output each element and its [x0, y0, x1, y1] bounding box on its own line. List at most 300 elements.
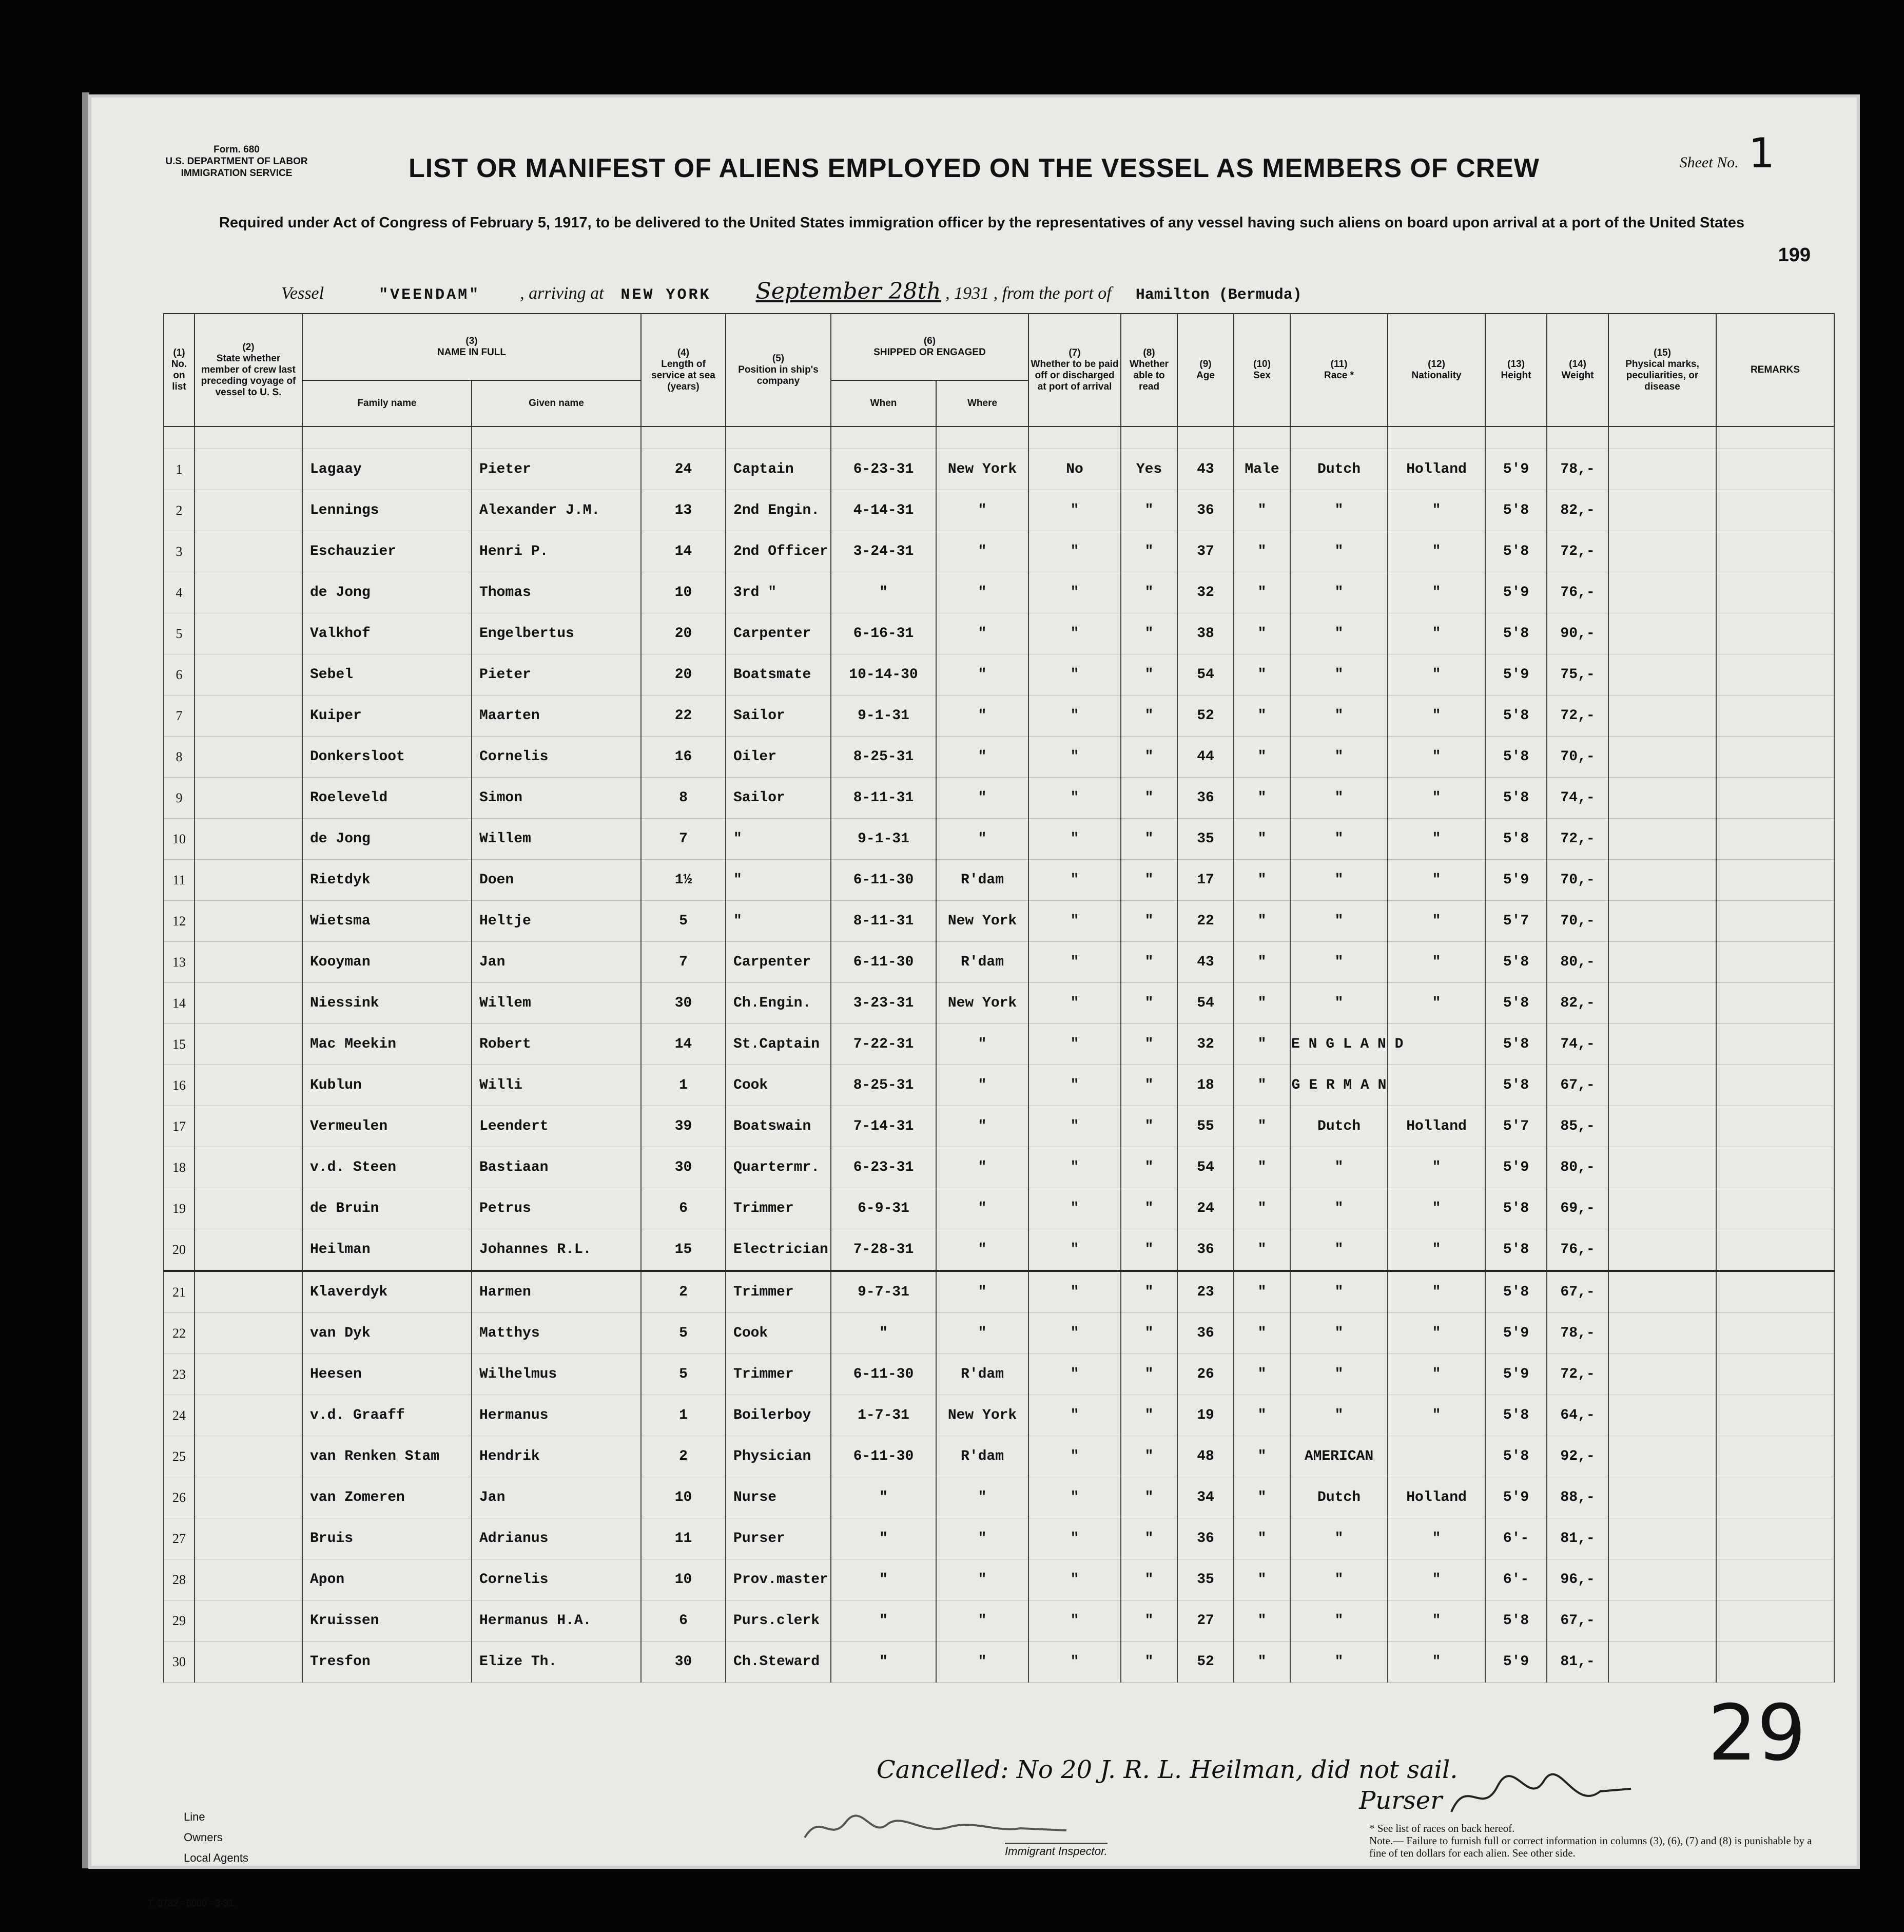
crew-no-cell: 6	[164, 654, 195, 695]
races-note: * See list of races on back hereof.	[1369, 1822, 1515, 1834]
physical-marks-cell	[1608, 1600, 1716, 1641]
position-cell: 2nd Officer	[726, 531, 831, 572]
physical-marks-cell	[1608, 1641, 1716, 1683]
able-to-read-cell: "	[1121, 942, 1177, 983]
age-cell: 36	[1177, 778, 1234, 819]
given-name-cell: Jan	[472, 942, 641, 983]
age-cell: 36	[1177, 1313, 1234, 1354]
owners-label: Owners	[184, 1831, 223, 1844]
position-cell: Electrician	[726, 1229, 831, 1271]
sex-cell: "	[1234, 1065, 1290, 1106]
given-name-cell: Hermanus H.A.	[472, 1600, 641, 1641]
able-to-read-cell: "	[1121, 1065, 1177, 1106]
shipped-when-cell: "	[831, 1641, 936, 1683]
remarks-cell	[1716, 1600, 1834, 1641]
remarks-cell	[1716, 1559, 1834, 1600]
weight-cell: 69,-	[1547, 1188, 1608, 1229]
age-cell: 32	[1177, 1024, 1234, 1065]
shipped-when-cell: 10-14-30	[831, 654, 936, 695]
shipped-when-cell: 6-9-31	[831, 1188, 936, 1229]
remarks-cell	[1716, 1106, 1834, 1147]
paid-off-cell: "	[1028, 1188, 1121, 1229]
age-cell: 34	[1177, 1477, 1234, 1518]
race-cell: "	[1290, 1354, 1388, 1395]
shipped-where-cell: "	[936, 1313, 1028, 1354]
paid-off-cell: "	[1028, 654, 1121, 695]
position-cell: "	[726, 860, 831, 901]
race-cell: "	[1290, 983, 1388, 1024]
remarks-cell	[1716, 490, 1834, 531]
table-row	[164, 983, 1834, 1024]
shipped-when-cell: 3-24-31	[831, 531, 936, 572]
position-cell: 2nd Engin.	[726, 490, 831, 531]
race-cell: "	[1290, 901, 1388, 942]
last-voyage-cell	[195, 1313, 302, 1354]
age-cell: 36	[1177, 1518, 1234, 1559]
sex-cell: Male	[1234, 449, 1290, 490]
crew-no-cell: 14	[164, 983, 195, 1024]
able-to-read-cell: "	[1121, 778, 1177, 819]
nationality-cell: "	[1388, 860, 1485, 901]
last-voyage-cell	[195, 942, 302, 983]
paid-off-cell: "	[1028, 983, 1121, 1024]
crew-no-cell: 16	[164, 1065, 195, 1106]
crew-no-cell: 3	[164, 531, 195, 572]
position-cell: Carpenter	[726, 942, 831, 983]
age-cell: 18	[1177, 1065, 1234, 1106]
table-row	[164, 901, 1834, 942]
family-name-cell: v.d. Steen	[302, 1147, 472, 1188]
sex-cell: "	[1234, 1395, 1290, 1436]
nationality-cell: Holland	[1388, 1477, 1485, 1518]
col-race-header: (11) Race *	[1290, 314, 1388, 427]
weight-cell: 76,-	[1547, 572, 1608, 613]
height-cell: 5'8	[1485, 531, 1547, 572]
able-to-read-cell: "	[1121, 737, 1177, 778]
given-name-cell: Harmen	[472, 1271, 641, 1313]
last-voyage-cell	[195, 737, 302, 778]
sex-cell: "	[1234, 1106, 1290, 1147]
print-code: T. 3732 - 5000 - 3-31.	[148, 1898, 237, 1908]
last-voyage-cell	[195, 1229, 302, 1271]
given-name-cell: Doen	[472, 860, 641, 901]
table-row	[164, 1518, 1834, 1559]
position-cell: St.Captain	[726, 1024, 831, 1065]
nationality-cell: "	[1388, 1641, 1485, 1683]
age-cell: 23	[1177, 1271, 1234, 1313]
able-to-read-cell: "	[1121, 613, 1177, 654]
service-years-cell: 30	[641, 1147, 726, 1188]
given-name-cell: Willi	[472, 1065, 641, 1106]
given-name-cell: Adrianus	[472, 1518, 641, 1559]
family-name-cell: Kruissen	[302, 1600, 472, 1641]
nationality-cell: "	[1388, 1395, 1485, 1436]
shipped-where-cell: "	[936, 695, 1028, 737]
given-name-cell: Cornelis	[472, 737, 641, 778]
height-cell: 5'9	[1485, 1313, 1547, 1354]
nationality-cell	[1388, 1065, 1485, 1106]
paid-off-cell: "	[1028, 1354, 1121, 1395]
service-years-cell: 16	[641, 737, 726, 778]
weight-cell: 67,-	[1547, 1600, 1608, 1641]
crew-no-cell: 18	[164, 1147, 195, 1188]
given-name-cell: Willem	[472, 983, 641, 1024]
purser-signature	[1446, 1766, 1641, 1822]
age-cell: 35	[1177, 819, 1234, 860]
col-age-header: (9) Age	[1177, 314, 1234, 427]
last-voyage-cell	[195, 1147, 302, 1188]
given-name-cell: Matthys	[472, 1313, 641, 1354]
physical-marks-cell	[1608, 1354, 1716, 1395]
weight-cell: 92,-	[1547, 1436, 1608, 1477]
sex-cell: "	[1234, 1436, 1290, 1477]
service-years-cell: 10	[641, 572, 726, 613]
height-cell: 5'8	[1485, 1436, 1547, 1477]
col-when-header: When	[831, 380, 936, 427]
last-voyage-cell	[195, 490, 302, 531]
crew-no-cell: 24	[164, 1395, 195, 1436]
nationality-cell: "	[1388, 531, 1485, 572]
col-physical-header: (15) Physical marks, peculiarities, or disease	[1608, 314, 1716, 427]
family-name-cell: Donkersloot	[302, 737, 472, 778]
shipped-when-cell: "	[831, 1518, 936, 1559]
last-voyage-cell	[195, 1024, 302, 1065]
physical-marks-cell	[1608, 778, 1716, 819]
paid-off-cell: "	[1028, 695, 1121, 737]
able-to-read-cell: "	[1121, 1641, 1177, 1683]
shipped-where-cell: "	[936, 1518, 1028, 1559]
sex-cell: "	[1234, 860, 1290, 901]
given-name-cell: Leendert	[472, 1106, 641, 1147]
shipped-when-cell: 8-11-31	[831, 778, 936, 819]
sex-cell: "	[1234, 1024, 1290, 1065]
remarks-cell	[1716, 1147, 1834, 1188]
race-cell: "	[1290, 1271, 1388, 1313]
nationality-cell: "	[1388, 942, 1485, 983]
physical-marks-cell	[1608, 1106, 1716, 1147]
from-label: , from the port of	[993, 284, 1112, 303]
remarks-cell	[1716, 1229, 1834, 1271]
age-cell: 26	[1177, 1354, 1234, 1395]
shipped-where-cell: New York	[936, 983, 1028, 1024]
service-years-cell: 1½	[641, 860, 726, 901]
nationality-cell	[1388, 1436, 1485, 1477]
physical-marks-cell	[1608, 449, 1716, 490]
table-row	[164, 572, 1834, 613]
paid-off-cell: "	[1028, 1477, 1121, 1518]
able-to-read-cell: "	[1121, 654, 1177, 695]
able-to-read-cell: "	[1121, 490, 1177, 531]
sex-cell: "	[1234, 983, 1290, 1024]
race-cell: "	[1290, 1559, 1388, 1600]
page-title: LIST OR MANIFEST OF ALIENS EMPLOYED ON THE VESSEL AS MEMBERS OF CREW	[409, 153, 1540, 183]
service-years-cell: 20	[641, 654, 726, 695]
table-row	[164, 613, 1834, 654]
weight-cell: 67,-	[1547, 1271, 1608, 1313]
nationality-cell: Holland	[1388, 1106, 1485, 1147]
position-cell: Boatswain	[726, 1106, 831, 1147]
shipped-when-cell: "	[831, 1477, 936, 1518]
sex-cell: "	[1234, 1477, 1290, 1518]
height-cell: 5'9	[1485, 1477, 1547, 1518]
paid-off-cell: "	[1028, 1518, 1121, 1559]
table-row	[164, 1229, 1834, 1271]
table-row	[164, 1065, 1834, 1106]
physical-marks-cell	[1608, 1024, 1716, 1065]
paid-off-cell: "	[1028, 1271, 1121, 1313]
crew-table	[163, 313, 1835, 1683]
position-cell: Ch.Engin.	[726, 983, 831, 1024]
physical-marks-cell	[1608, 1518, 1716, 1559]
able-to-read-cell: "	[1121, 1354, 1177, 1395]
service-years-cell: 7	[641, 942, 726, 983]
col-service-header: (4) Length of service at sea (years)	[641, 314, 726, 427]
position-cell: Cook	[726, 1065, 831, 1106]
nationality-cell: "	[1388, 1600, 1485, 1641]
physical-marks-cell	[1608, 1395, 1716, 1436]
nationality-cell: "	[1388, 1147, 1485, 1188]
shipped-when-cell: 8-11-31	[831, 901, 936, 942]
sex-cell: "	[1234, 819, 1290, 860]
weight-cell: 81,-	[1547, 1518, 1608, 1559]
weight-cell: 67,-	[1547, 1065, 1608, 1106]
remarks-cell	[1716, 1065, 1834, 1106]
crew-no-cell: 1	[164, 449, 195, 490]
shipped-when-cell: 6-23-31	[831, 449, 936, 490]
table-row	[164, 695, 1834, 737]
shipped-when-cell: 6-11-30	[831, 1354, 936, 1395]
year-suffix: 1	[980, 284, 989, 303]
family-name-cell: de Jong	[302, 819, 472, 860]
height-cell: 5'9	[1485, 1147, 1547, 1188]
paid-off-cell: "	[1028, 1641, 1121, 1683]
shipped-where-cell: New York	[936, 449, 1028, 490]
shipped-where-cell: New York	[936, 1395, 1028, 1436]
remarks-cell	[1716, 1436, 1834, 1477]
age-cell: 24	[1177, 1188, 1234, 1229]
nationality-cell: "	[1388, 572, 1485, 613]
sheet-label: Sheet No.	[1679, 154, 1739, 171]
sheet-number: 1	[1748, 129, 1775, 177]
physical-marks-cell	[1608, 695, 1716, 737]
last-voyage-cell	[195, 1600, 302, 1641]
height-cell: 5'7	[1485, 901, 1547, 942]
last-voyage-cell	[195, 819, 302, 860]
col-last-voyage-header: (2) State whether member of crew last preceding voyage of vessel to U. S.	[195, 314, 302, 427]
sex-cell: "	[1234, 901, 1290, 942]
nationality-cell: "	[1388, 1518, 1485, 1559]
physical-marks-cell	[1608, 1559, 1716, 1600]
physical-marks-cell	[1608, 1147, 1716, 1188]
given-name-cell: Pieter	[472, 654, 641, 695]
race-cell: Dutch	[1290, 1477, 1388, 1518]
col-no-header: (1) No. on list	[164, 314, 195, 427]
col-height-header: (13) Height	[1485, 314, 1547, 427]
paid-off-cell: "	[1028, 942, 1121, 983]
nationality-cell: "	[1388, 1313, 1485, 1354]
crew-no-cell: 13	[164, 942, 195, 983]
height-cell: 5'8	[1485, 1395, 1547, 1436]
given-name-cell: Petrus	[472, 1188, 641, 1229]
crew-no-cell: 10	[164, 819, 195, 860]
remarks-cell	[1716, 1188, 1834, 1229]
vessel-label: Vessel	[281, 284, 324, 303]
given-name-cell: Jan	[472, 1477, 641, 1518]
shipped-where-cell: "	[936, 1024, 1028, 1065]
service-years-cell: 10	[641, 1559, 726, 1600]
weight-cell: 82,-	[1547, 490, 1608, 531]
race-cell: "	[1290, 1147, 1388, 1188]
family-name-cell: Mac Meekin	[302, 1024, 472, 1065]
table-row	[164, 819, 1834, 860]
footer-notes	[1369, 1822, 1831, 1859]
table-row	[164, 778, 1834, 819]
arriving-label: , arriving at	[520, 284, 604, 303]
table-row	[164, 860, 1834, 901]
nationality-cell: "	[1388, 1354, 1485, 1395]
service-years-cell: 30	[641, 983, 726, 1024]
service-years-cell: 6	[641, 1600, 726, 1641]
family-name-cell: Eschauzier	[302, 531, 472, 572]
sex-cell: "	[1234, 1229, 1290, 1271]
arrival-date: September 28th	[755, 278, 941, 304]
able-to-read-cell: "	[1121, 1477, 1177, 1518]
family-name-cell: Tresfon	[302, 1641, 472, 1683]
physical-marks-cell	[1608, 901, 1716, 942]
col-sex-header: (10) Sex	[1234, 314, 1290, 427]
service-years-cell: 15	[641, 1229, 726, 1271]
crew-no-cell: 25	[164, 1436, 195, 1477]
crew-no-cell: 28	[164, 1559, 195, 1600]
given-name-cell: Hermanus	[472, 1395, 641, 1436]
crew-no-cell: 8	[164, 737, 195, 778]
position-cell: Oiler	[726, 737, 831, 778]
able-to-read-cell: "	[1121, 1147, 1177, 1188]
shipped-where-cell: "	[936, 737, 1028, 778]
age-cell: 37	[1177, 531, 1234, 572]
remarks-cell	[1716, 1313, 1834, 1354]
age-cell: 36	[1177, 490, 1234, 531]
sex-cell: "	[1234, 1188, 1290, 1229]
height-cell: 5'8	[1485, 1271, 1547, 1313]
given-name-cell: Johannes R.L.	[472, 1229, 641, 1271]
family-name-cell: Vermeulen	[302, 1106, 472, 1147]
age-cell: 48	[1177, 1436, 1234, 1477]
family-name-cell: Lennings	[302, 490, 472, 531]
shipped-when-cell: 6-16-31	[831, 613, 936, 654]
family-name-cell: Apon	[302, 1559, 472, 1600]
race-cell: Dutch	[1290, 1106, 1388, 1147]
remarks-cell	[1716, 1395, 1834, 1436]
remarks-cell	[1716, 1641, 1834, 1683]
position-cell: Trimmer	[726, 1354, 831, 1395]
shipped-when-cell: 6-11-30	[831, 942, 936, 983]
family-name-cell: Lagaay	[302, 449, 472, 490]
shipped-when-cell: "	[831, 1313, 936, 1354]
able-to-read-cell: "	[1121, 1229, 1177, 1271]
race-cell: "	[1290, 1188, 1388, 1229]
paid-off-cell: "	[1028, 490, 1121, 531]
remarks-cell	[1716, 778, 1834, 819]
arriving-port: NEW YORK	[620, 286, 711, 304]
able-to-read-cell: "	[1121, 860, 1177, 901]
weight-cell: 80,-	[1547, 1147, 1608, 1188]
weight-cell: 72,-	[1547, 531, 1608, 572]
service-years-cell: 5	[641, 1313, 726, 1354]
physical-marks-cell	[1608, 1477, 1716, 1518]
crew-no-cell: 5	[164, 613, 195, 654]
family-name-cell: Niessink	[302, 983, 472, 1024]
table-row	[164, 1354, 1834, 1395]
family-name-cell: Kublun	[302, 1065, 472, 1106]
line-label: Line	[184, 1810, 205, 1823]
table-row	[164, 654, 1834, 695]
paid-off-cell: "	[1028, 1395, 1121, 1436]
race-cell: "	[1290, 1641, 1388, 1683]
last-voyage-cell	[195, 1518, 302, 1559]
weight-cell: 96,-	[1547, 1559, 1608, 1600]
able-to-read-cell: "	[1121, 1559, 1177, 1600]
shipped-when-cell: 7-28-31	[831, 1229, 936, 1271]
shipped-where-cell: "	[936, 572, 1028, 613]
last-voyage-cell	[195, 449, 302, 490]
agents-label: Local Agents	[184, 1851, 248, 1864]
last-voyage-cell	[195, 1477, 302, 1518]
family-name-cell: Kuiper	[302, 695, 472, 737]
height-cell: 5'8	[1485, 737, 1547, 778]
last-voyage-cell	[195, 1395, 302, 1436]
race-cell: "	[1290, 654, 1388, 695]
paid-off-cell: "	[1028, 1559, 1121, 1600]
race-cell: "	[1290, 1229, 1388, 1271]
height-cell: 6'-	[1485, 1559, 1547, 1600]
sex-cell: "	[1234, 1271, 1290, 1313]
last-voyage-cell	[195, 531, 302, 572]
crew-no-cell: 21	[164, 1271, 195, 1313]
crew-no-cell: 17	[164, 1106, 195, 1147]
position-cell: Purser	[726, 1518, 831, 1559]
crew-no-cell: 19	[164, 1188, 195, 1229]
table-row	[164, 1395, 1834, 1436]
weight-cell: 78,-	[1547, 1313, 1608, 1354]
race-cell: "	[1290, 819, 1388, 860]
shipped-when-cell: 6-11-30	[831, 860, 936, 901]
family-name-cell: Heilman	[302, 1229, 472, 1271]
penalty-note: Note.— Failure to furnish full or correct information in columns (3), (6), (7) and (8) is punishable by a fine of ten dollars for each alien. See other side.	[1369, 1834, 1812, 1859]
vessel-name: "VEENDAM"	[379, 286, 481, 304]
shipped-when-cell: 9-1-31	[831, 695, 936, 737]
paid-off-cell: "	[1028, 819, 1121, 860]
col-paid-off-header: (7) Whether to be paid off or discharged at port of arrival	[1028, 314, 1121, 427]
age-cell: 27	[1177, 1600, 1234, 1641]
shipped-when-cell: 8-25-31	[831, 1065, 936, 1106]
height-cell: 5'8	[1485, 1600, 1547, 1641]
age-cell: 38	[1177, 613, 1234, 654]
col-read-header: (8) Whether able to read	[1121, 314, 1177, 427]
shipped-where-cell: R'dam	[936, 1354, 1028, 1395]
weight-cell: 72,-	[1547, 1354, 1608, 1395]
last-voyage-cell	[195, 901, 302, 942]
shipped-where-cell: "	[936, 613, 1028, 654]
crew-no-cell: 29	[164, 1600, 195, 1641]
height-cell: 5'7	[1485, 1106, 1547, 1147]
shipped-where-cell: "	[936, 1477, 1028, 1518]
table-row	[164, 1147, 1834, 1188]
paid-off-cell: "	[1028, 1106, 1121, 1147]
crew-rows	[164, 427, 1834, 1683]
shipped-when-cell: 7-22-31	[831, 1024, 936, 1065]
shipped-where-cell: "	[936, 531, 1028, 572]
